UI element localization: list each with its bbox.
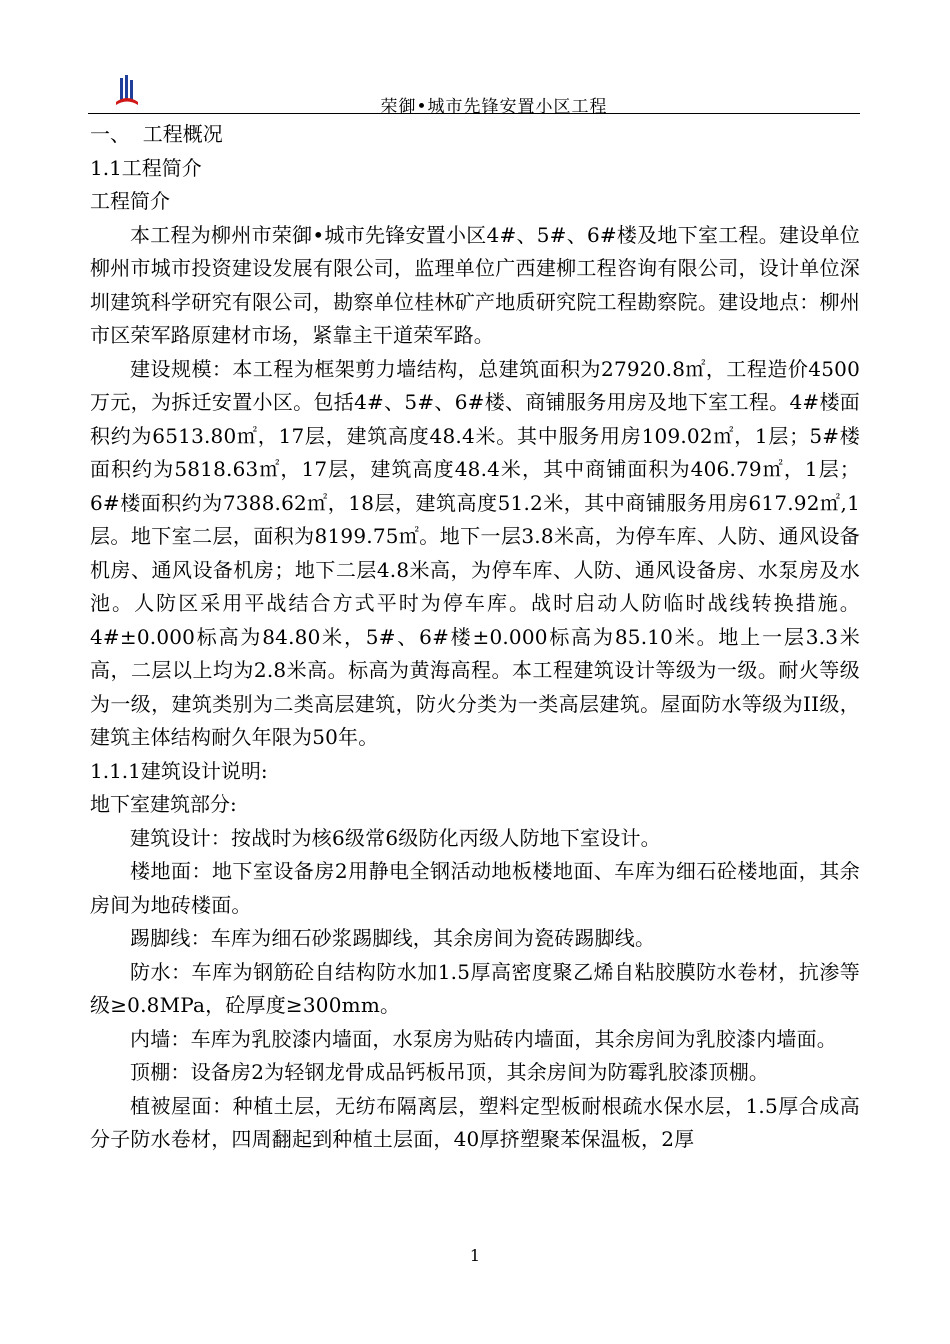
page-header bbox=[88, 70, 860, 116]
green-roof-paragraph: 植被屋面：种植土层，无纺布隔离层，塑料定型板耐根疏水保水层，1.5厚合成高分子防水卷材，四周翻起到种植土层面，40厚挤塑聚苯保温板，2厚 bbox=[90, 1093, 860, 1151]
skirting-paragraph: 踢脚线：车库为细石砂浆踢脚线，其余房间为瓷砖踢脚线。 bbox=[130, 926, 656, 950]
document-body bbox=[90, 118, 860, 1157]
design-notes-heading: 1.1.1建筑设计说明: bbox=[90, 758, 268, 783]
basement-heading: 地下室建筑部分: bbox=[90, 792, 237, 816]
subsection-heading: 1.1工程简介 bbox=[90, 155, 202, 180]
design-paragraph: 建筑设计：按战时为核6级常6级防化丙级人防地下室设计。 bbox=[130, 825, 661, 850]
section-heading: 一、 工程概况 bbox=[90, 122, 223, 146]
floor-paragraph: 楼地面：地下室设备房2用静电全钢活动地板楼地面、车库为细石砼楼地面，其余房间为地砖楼面。 bbox=[90, 859, 860, 917]
subsection-title: 工程简介 bbox=[90, 189, 170, 213]
header-divider bbox=[88, 113, 860, 114]
header-title: 荣御•城市先锋安置小区工程 bbox=[380, 97, 608, 117]
intro-paragraph: 本工程为柳州市荣御•城市先锋安置小区4#、5#、6#楼及地下室工程。建设单位柳州市城市投资建设发展有限公司，监理单位广西建柳工程咨询有限公司，设计单位深圳建筑科学研究有限公司，勘察单位桂林矿产地质研究院工程勘察院。建设地点：柳州市区荣军路原建材市场，紧靠主干道荣军路。 bbox=[90, 222, 860, 347]
waterproof-paragraph: 防水：车库为钢筋砼自结构防水加1.5厚高密度聚乙烯自粘胶膜防水卷材，抗渗等级≥0.8MPa，砼厚度≥300mm。 bbox=[90, 959, 860, 1017]
scale-paragraph: 建设规模：本工程为框架剪力墙结构，总建筑面积为27920.8㎡，工程造价4500万元，为拆迁安置小区。包括4#、5#、6#楼、商铺服务用房及地下室工程。4#楼面积约为6513.80㎡，17层，建筑高度48.4米。其中服务用房109.02㎡，1层；5#楼面积约为5818.63㎡，17层，建筑高度48.4米，其中商铺面积为406.79㎡，1层；6#楼面积约为7388.62㎡，18层，建筑高度51.2米，其中商铺服务用房617.92㎡,1层。地下室二层，面积为8199.75㎡。地下一层3.8米高，为停车库、人防、通风设备机房、通风设备机房；地下二层4.8米高，为停车库、人防、通风设备房、水泵房及水池。人防区采用平战结合方式平时为停车库。战时启动人防临时战线转换措施。4#±0.000标高为84.80米，5#、6#楼±0.000标高为85.10米。地上一层3.3米高，二层以上均为2.8米高。标高为黄海高程。本工程建筑设计等级为一级。耐火等级为一级，建筑类别为二类高层建筑，防火分类为一类高层建筑。屋面防水等级为II级，建筑主体结构耐久年限为50年。 bbox=[90, 356, 860, 749]
ceiling-paragraph: 顶棚：设备房2为轻钢龙骨成品钙板吊顶，其余房间为防霉乳胶漆顶棚。 bbox=[130, 1060, 770, 1084]
inner-wall-paragraph: 内墙：车库为乳胶漆内墙面，水泵房为贴砖内墙面，其余房间为乳胶漆内墙面。 bbox=[130, 1026, 837, 1051]
page-number: 1 bbox=[469, 1246, 481, 1265]
